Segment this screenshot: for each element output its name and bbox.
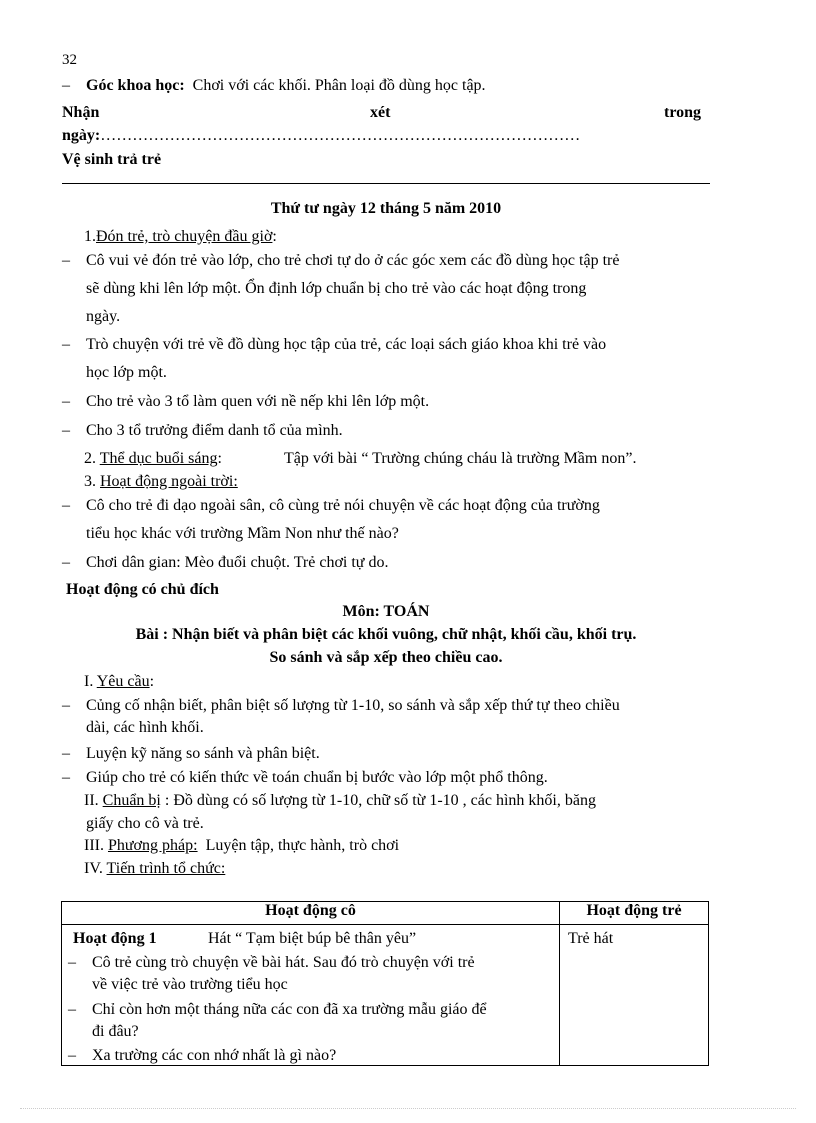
s1-item-4: Cho 3 tổ trưởng điểm danh tổ của mình.	[86, 422, 343, 439]
section-2-title: Thể dục buổi sáng	[99, 450, 218, 467]
trong-word: trong	[664, 104, 702, 121]
s1-item-3: Cho trẻ vào 3 tổ làm quen với nề nếp khi lên lớp một.	[86, 393, 430, 410]
head-hoat-dong-tre: Hoạt động trẻ	[560, 902, 709, 925]
section-1-num: 1.	[84, 228, 96, 245]
ngay-line	[62, 127, 580, 145]
bullet: –	[62, 769, 70, 786]
bullet: –	[62, 422, 70, 439]
yc-item-2: Luyện kỹ năng so sánh và phân biệt.	[86, 745, 320, 762]
s1-item-1-line-3: ngày.	[86, 308, 121, 325]
bai-line-1: Bài : Nhận biết và phân biệt các khối vuông, chữ nhật, khối cầu, khối trụ.	[135, 626, 637, 643]
bullet: –	[62, 336, 70, 353]
s1-item-1-line-2: sẽ dùng khi lên lớp một. Ổn định lớp chuẩn bị cho trẻ vào các hoạt động trong	[86, 280, 587, 297]
chuan-bi-title: Chuẩn bị	[102, 792, 161, 809]
page-bottom-edge	[20, 1108, 796, 1109]
bullet: –	[68, 1047, 76, 1064]
section-3-heading	[84, 473, 238, 491]
hd1-label: Hoạt động 1	[73, 930, 157, 947]
cell-hoat-dong-co	[62, 925, 560, 1066]
goc-khoa-hoc-text: Chơi với các khối. Phân loại đồ dùng học tập.	[192, 77, 486, 94]
chuan-bi-text: : Đồ dùng có số lượng từ 1-10, chữ số từ 1-10 , các hình khối, băng	[160, 792, 596, 809]
section-3-title: Hoạt động ngoài trời:	[100, 473, 238, 490]
nhan-word: Nhận	[62, 104, 100, 121]
chuan-bi-num: II.	[84, 792, 99, 809]
section-2-text: Tập với bài “ Trường chúng cháu là trường Mầm non”.	[284, 450, 637, 467]
phuong-phap-title: Phương pháp:	[107, 837, 198, 854]
bullet: –	[62, 77, 70, 94]
phuong-phap-text: Luyện tập, thực hành, trò chơi	[205, 837, 400, 854]
yc-item-3: Giúp cho trẻ có kiến thức về toán chuẩn bị bước vào lớp một phổ thông.	[86, 769, 548, 786]
page-number: 32	[62, 52, 77, 68]
bullet: –	[68, 954, 76, 971]
s1-item-2-line-2: học lớp một.	[86, 364, 167, 381]
bullet: –	[62, 745, 70, 762]
tbl-item-2-line-2: đi đâu?	[92, 1023, 139, 1040]
cell-hoat-dong-tre	[560, 925, 709, 1066]
bai-line-2: So sánh và sắp xếp theo chiều cao.	[269, 649, 503, 666]
day-title: Thứ tư ngày 12 tháng 5 năm 2010	[270, 200, 502, 217]
section-3-num: 3.	[84, 473, 96, 490]
s3-item-1-line-1: Cô cho trẻ đi dạo ngoài sân, cô cùng trẻ nói chuyện về các hoạt động của trường	[86, 497, 600, 514]
section-2-num: 2.	[84, 450, 96, 467]
phuong-phap-line	[84, 837, 399, 855]
ngay-label: ngày:	[62, 127, 101, 144]
s3-item-1-line-2: tiểu học khác với trường Mầm Non như thế nào?	[86, 525, 399, 542]
tien-trinh-num: IV.	[84, 860, 103, 877]
yeu-cau-colon: :	[149, 673, 155, 690]
xet-word: xét	[370, 104, 391, 121]
ve-sinh-label: Vệ sinh trả trẻ	[62, 151, 162, 168]
bullet: –	[62, 393, 70, 410]
section-2-colon: :	[217, 450, 222, 467]
yeu-cau-heading	[84, 673, 154, 691]
activity-table	[61, 901, 709, 1066]
table-header-row	[62, 902, 709, 925]
bullet: –	[62, 497, 70, 514]
section-1-heading	[84, 228, 277, 246]
hd1-text: Hát “ Tạm biệt búp bê thân yêu”	[208, 930, 417, 947]
tre-hat-text: Trẻ hát	[568, 930, 614, 947]
section-1-title: Đón trẻ, trò chuyện đầu giờ	[96, 228, 273, 245]
bullet: –	[62, 554, 70, 571]
head-hoat-dong-co: Hoạt động cô	[62, 902, 560, 925]
yc-item-1-line-2: dài, các hình khối.	[86, 719, 204, 736]
phuong-phap-num: III.	[84, 837, 104, 854]
table-row	[62, 925, 709, 1066]
chuan-bi-line	[84, 792, 596, 810]
s1-item-2-line-1: Trò chuyện với trẻ về đồ dùng học tập của trẻ, các loại sách giáo khoa khi trẻ vào	[86, 336, 607, 353]
yeu-cau-num: I.	[84, 673, 94, 690]
chuan-bi-line-2: giấy cho cô và trẻ.	[86, 815, 204, 832]
tien-trinh-title: Tiến trình tổ chức:	[106, 860, 226, 877]
tbl-item-1-line-1: Cô trẻ cùng trò chuyện về bài hát. Sau đó trò chuyện với trẻ	[92, 954, 475, 971]
bullet: –	[62, 697, 70, 714]
section-2-heading	[84, 450, 222, 468]
mon-heading: Môn: TOÁN	[342, 603, 430, 620]
bullet: –	[68, 1001, 76, 1018]
tbl-item-2-line-1: Chỉ còn hơn một tháng nữa các con đã xa trường mẫu giáo để	[92, 1001, 487, 1018]
divider	[62, 183, 710, 184]
tbl-item-3: Xa trường các con nhớ nhất là gì nào?	[92, 1047, 337, 1064]
tien-trinh-line	[84, 860, 225, 878]
ngay-dots: ………………………………………………………………………………	[100, 127, 581, 144]
section-1-colon: :	[272, 228, 277, 245]
yc-item-1-line-1: Củng cố nhận biết, phân biệt số lượng từ 1-10, so sánh và sắp xếp thứ tự theo chiều	[86, 697, 620, 714]
yeu-cau-title: Yêu cầu	[96, 673, 150, 690]
s1-item-1-line-1: Cô vui vẻ đón trẻ vào lớp, cho trẻ chơi tự do ở các góc xem các đồ dùng học tập trẻ	[86, 252, 620, 269]
goc-khoa-hoc-line	[86, 77, 486, 95]
hdcd-heading: Hoạt động có chủ đích	[66, 581, 219, 598]
bullet: –	[62, 252, 70, 269]
s3-item-2: Chơi dân gian: Mèo đuổi chuột. Trẻ chơi tự do.	[86, 554, 389, 571]
goc-khoa-hoc-label: Góc khoa học:	[86, 77, 185, 94]
tbl-item-1-line-2: về việc trẻ vào trường tiểu học	[92, 976, 288, 993]
